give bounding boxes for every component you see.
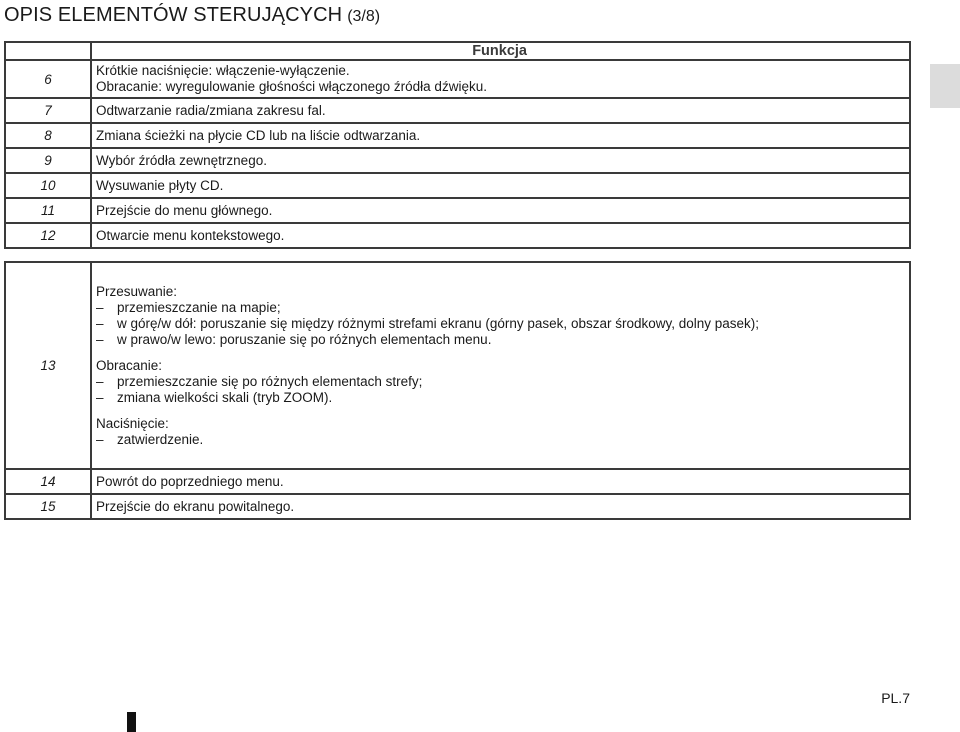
list-item-text: przemieszczanie się po różnych elementach strefy; xyxy=(117,373,423,389)
dash-marker: – xyxy=(96,373,104,389)
page-number: PL.7 xyxy=(881,690,910,706)
function-group-pressing xyxy=(96,416,909,448)
row-number: 14 xyxy=(5,469,91,494)
row-function: Otwarcie menu kontekstowego. xyxy=(91,223,910,248)
dash-marker: – xyxy=(96,299,104,315)
row-function: Zmiana ścieżki na płycie CD lub na liście odtwarzania. xyxy=(91,123,910,148)
function-group-sliding xyxy=(96,284,909,348)
print-marker xyxy=(127,712,136,732)
table-row xyxy=(5,98,910,123)
dash-marker: – xyxy=(96,315,104,331)
list-item xyxy=(96,332,909,348)
table-row xyxy=(5,262,910,469)
row-number: 9 xyxy=(5,148,91,173)
table-row xyxy=(5,198,910,223)
table-row xyxy=(5,173,910,198)
row-function: Przejście do ekranu powitalnego. xyxy=(91,494,910,519)
dash-marker: – xyxy=(96,431,104,447)
group-heading: Naciśnięcie: xyxy=(96,415,169,431)
controls-table xyxy=(4,41,911,520)
list-item xyxy=(96,316,909,332)
function-column-header: Funkcja xyxy=(91,42,910,60)
row-number: 12 xyxy=(5,223,91,248)
row-number: 13 xyxy=(5,262,91,469)
list-item xyxy=(96,432,909,448)
list-item-text: w górę/w dół: poruszanie się między różnymi strefami ekranu (górny pasek, obszar środkowy, dolny pasek); xyxy=(117,315,760,331)
list-item-text: w prawo/w lewo: poruszanie się po różnych elementach menu. xyxy=(117,331,492,347)
table-row xyxy=(5,469,910,494)
section-tab xyxy=(930,64,960,108)
row-number: 7 xyxy=(5,98,91,123)
row-number: 15 xyxy=(5,494,91,519)
function-line: Krótkie naciśnięcie: włączenie-wyłączenie. xyxy=(96,63,350,78)
table-spacer xyxy=(5,248,910,262)
list-item xyxy=(96,374,909,390)
row-function xyxy=(91,60,910,98)
controls-table-wrap xyxy=(4,41,909,520)
page-title-text: OPIS ELEMENTÓW STERUJĄCYCH xyxy=(4,4,343,26)
row-function xyxy=(91,262,910,469)
group-heading: Obracanie: xyxy=(96,357,163,373)
table-row xyxy=(5,60,910,98)
table-row xyxy=(5,123,910,148)
table-header-row xyxy=(5,42,910,60)
row-function: Odtwarzanie radia/zmiana zakresu fal. xyxy=(91,98,910,123)
table-row xyxy=(5,148,910,173)
list-item-text: przemieszczanie na mapie; xyxy=(117,299,281,315)
list-item xyxy=(96,300,909,316)
number-column-header xyxy=(5,42,91,60)
row-function: Wybór źródła zewnętrznego. xyxy=(91,148,910,173)
group-heading: Przesuwanie: xyxy=(96,283,178,299)
table-row xyxy=(5,494,910,519)
dash-marker: – xyxy=(96,331,104,347)
list-item-text: zmiana wielkości skali (tryb ZOOM). xyxy=(117,389,333,405)
row-function: Powrót do poprzedniego menu. xyxy=(91,469,910,494)
page-title xyxy=(4,4,380,27)
row-number: 11 xyxy=(5,198,91,223)
row-function: Przejście do menu głównego. xyxy=(91,198,910,223)
row-number: 6 xyxy=(5,60,91,98)
table-row xyxy=(5,223,910,248)
row-number: 10 xyxy=(5,173,91,198)
function-group-rotating xyxy=(96,358,909,406)
row-function: Wysuwanie płyty CD. xyxy=(91,173,910,198)
page-title-part: (3/8) xyxy=(347,8,381,25)
list-item-text: zatwierdzenie. xyxy=(117,431,204,447)
function-line: Obracanie: wyregulowanie głośności włączonego źródła dźwięku. xyxy=(96,79,487,94)
row-number: 8 xyxy=(5,123,91,148)
dash-marker: – xyxy=(96,389,104,405)
list-item xyxy=(96,390,909,406)
